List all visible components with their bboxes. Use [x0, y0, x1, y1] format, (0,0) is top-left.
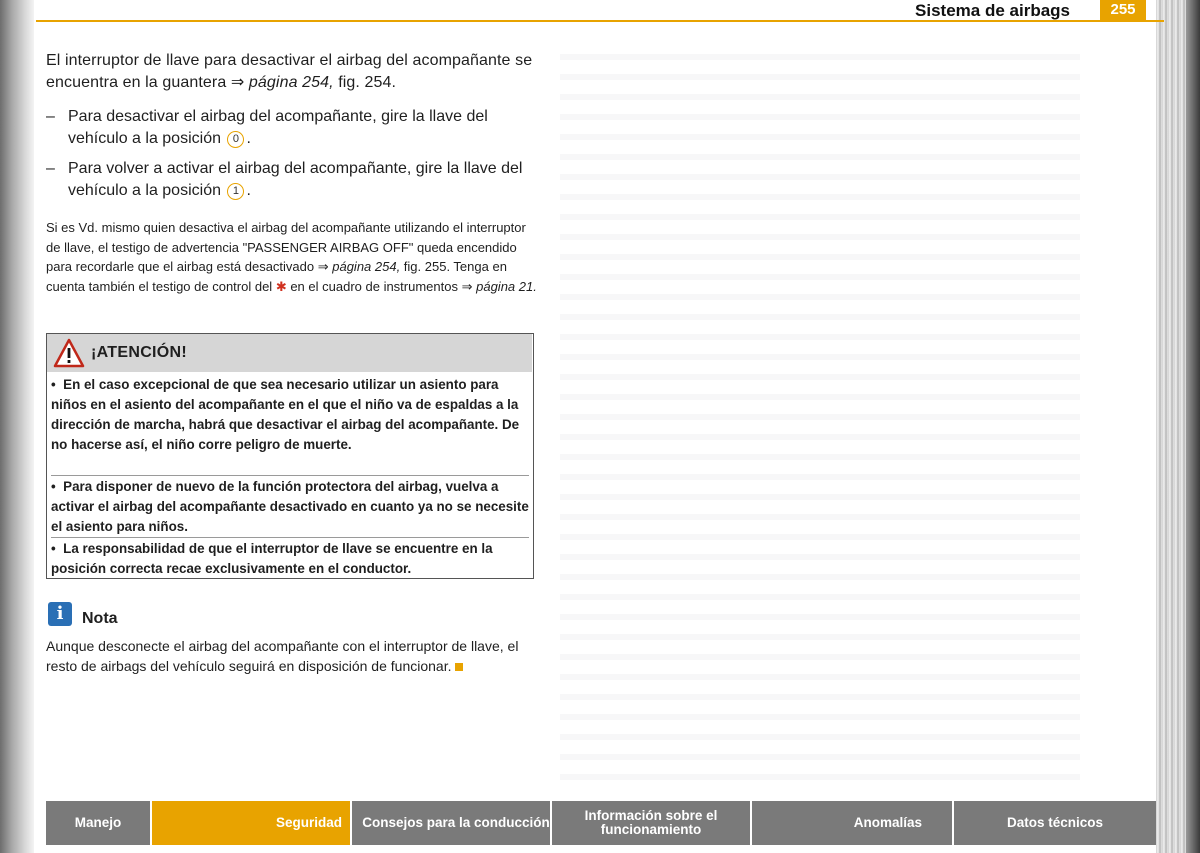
dash-bullet: – — [46, 160, 55, 177]
tab-anomalias[interactable]: Anomalías — [752, 801, 952, 845]
warning-item: • Para disponer de nuevo de la función protectora del airbag, vuelva a activar el airbag del acompañante desactivado en cuanto ya no se necesite el asiento para niños. — [51, 475, 529, 537]
intro-text: El interruptor de llave para desactivar el airbag del acompañante se encuentra en la guantera ⇒ — [46, 52, 533, 91]
tab-consejos-conduccion[interactable]: Consejos para la conducción — [352, 801, 550, 845]
tab-informacion-funcionamiento[interactable]: Información sobre el funcionamiento — [552, 801, 750, 845]
section-end-marker — [455, 663, 463, 671]
position-1-icon: 1 — [227, 183, 244, 200]
passenger-airbag-off-paragraph — [46, 218, 538, 296]
position-0-icon: 0 — [227, 131, 244, 148]
header-rule — [36, 20, 1164, 22]
section-title: Sistema de airbags — [915, 1, 1070, 20]
step-text: Para desactivar el airbag del acompañante, gire la llave del vehículo a la posición — [68, 108, 488, 147]
tab-datos-tecnicos[interactable]: Datos técnicos — [954, 801, 1156, 845]
warning-triangle-icon — [53, 338, 85, 368]
chapter-tabs — [46, 801, 1156, 845]
book-spine-shadow — [0, 0, 34, 853]
tab-seguridad[interactable]: Seguridad — [152, 801, 350, 845]
warning-item: • En el caso excepcional de que sea necesario utilizar un asiento para niños en el asiento del acompañante en el que el niño va de espaldas a la dirección de marcha, habrá que desactivar el airbag del acompañante. De no hacerse así, el niño corre peligro de muerte. — [51, 377, 520, 452]
page-reference[interactable]: página 254, — [332, 259, 401, 274]
bleed-through-texture — [560, 40, 1080, 780]
note-title: Nota — [82, 610, 118, 627]
airbag-warning-lamp-icon: ✱ — [275, 278, 287, 294]
warning-item-text: En el caso excepcional de que sea necesario utilizar un asiento para niños en el asiento del acompañante en el que el niño va de espaldas a la dirección de marcha, habrá que desactivar el airbag del acompañante. De no hacerse así, el niño corre peligro de muerte. — [51, 377, 520, 452]
warning-item: • La responsabilidad de que el interruptor de llave se encuentre en la posición correcta recae exclusivamente en el conductor. — [51, 537, 529, 579]
info-icon: i — [48, 602, 72, 626]
dash-bullet: – — [46, 108, 55, 125]
page-reference[interactable]: página 254, — [248, 74, 334, 91]
paragraph-text: Si es Vd. mismo quien desactiva el airbag del acompañante utilizando el interruptor de llave, el testigo de advertencia "PASSENGER AIRBAG OFF" queda encendido para recordarle que el airbag está desactivado ⇒ — [46, 220, 526, 274]
step-deactivate: – Para desactivar el airbag del acompañante, gire la llave del vehículo a la posición 0 . — [46, 108, 488, 147]
paragraph-text: en el cuadro de instrumentos ⇒ — [286, 278, 477, 294]
note-text: Aunque desconecte el airbag del acompañante con el interruptor de llave, el resto de airbags del vehículo seguirá en disposición de funcionar. — [46, 638, 519, 674]
warning-item-text: Para disponer de nuevo de la función protectora del airbag, vuelva a activar el airbag del acompañante desactivado en cuanto ya no se necesite el asiento para niños. — [51, 479, 529, 534]
warning-header — [47, 334, 532, 372]
page-number: 255 — [1100, 0, 1146, 20]
note-paragraph — [46, 636, 538, 676]
page-reference[interactable]: página 21. — [476, 278, 537, 294]
intro-text-end: fig. 254. — [333, 74, 397, 91]
warning-item-text: La responsabilidad de que el interruptor de llave se encuentre en la posición correcta recae exclusivamente en el conductor. — [51, 541, 493, 576]
paragraph-text: fig. 255. Tenga en cuenta también el testigo de control del — [46, 259, 507, 294]
tab-manejo[interactable]: Manejo — [46, 801, 150, 845]
warning-box — [46, 333, 534, 579]
warning-title: ¡ATENCIÓN! — [91, 344, 188, 361]
step-activate: – Para volver a activar el airbag del acompañante, gire la llave del vehículo a la posición 1 . — [46, 160, 523, 199]
step-text: Para volver a activar el airbag del acompañante, gire la llave del vehículo a la posición — [68, 160, 523, 199]
page-edges — [1156, 0, 1200, 853]
intro-paragraph — [46, 50, 538, 94]
